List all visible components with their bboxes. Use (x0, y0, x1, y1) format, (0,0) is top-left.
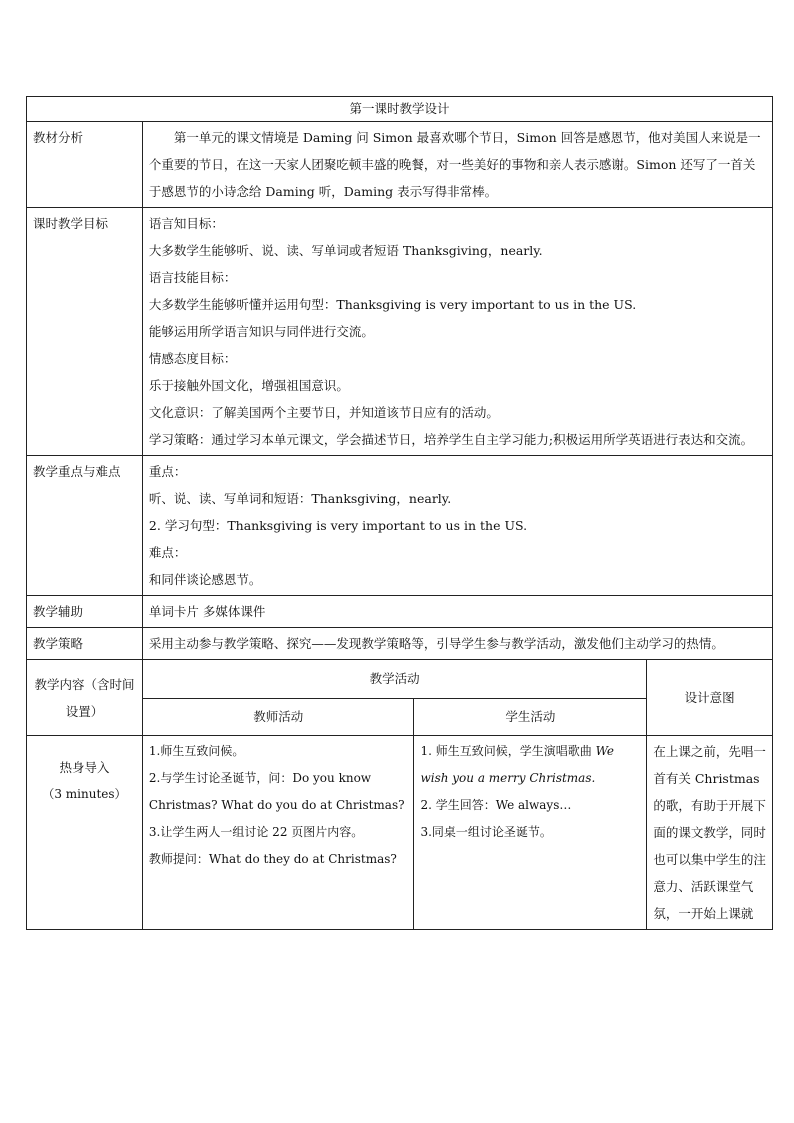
material-analysis-row (27, 122, 773, 208)
aids-text: 单词卡片 多媒体课件 (142, 596, 772, 628)
objectives-row (27, 208, 773, 456)
objective-line: 情感态度目标： (148, 351, 237, 366)
teacher-activity-line: 1.师生互致问候。 (148, 744, 245, 758)
objectives-label: 课时教学目标 (27, 208, 143, 456)
key-points-row (27, 456, 773, 596)
content-header: 教学内容（含时间设置） (27, 660, 143, 736)
activities-header: 教学活动 (142, 660, 646, 699)
student-activity-line: 3.同桌一组讨论圣诞节。 (420, 825, 552, 839)
student-activity-line: 2. 学生回答：We always… (420, 798, 572, 812)
warmup-name: 热身导入 (59, 760, 110, 775)
warmup-content-cell (27, 736, 143, 930)
teacher-header: 教师活动 (142, 699, 414, 736)
material-analysis-label: 教材分析 (27, 122, 143, 208)
objective-line: 语言技能目标： (148, 270, 237, 285)
material-analysis-cell (142, 122, 772, 208)
student-activity-line (420, 738, 640, 792)
warmup-design-cell (647, 736, 773, 930)
warmup-student-cell (414, 736, 647, 930)
key-point-line: 难点： (148, 545, 187, 560)
objective-line: 能够运用所学语言知识与同伴进行交流。 (148, 324, 374, 339)
lesson-plan-page (26, 96, 773, 930)
objective-line: 大多数学生能够听懂并运用句型：Thanksgiving is very important to us in the US. (148, 297, 637, 312)
material-analysis-text: 第一单元的课文情境是 Daming 问 Simon 最喜欢哪个节日，Simon 回答是感恩节，他对美国人来说是一个重要的节日，在这一天家人团聚吃顿丰盛的晚餐，对一些美好的事物和亲人表示感谢。Simon 还写了一首关于感恩节的小诗念给 Daming 听，Daming 表示写得非常棒。 (148, 130, 761, 199)
objectives-cell (142, 208, 772, 456)
warmup-row (27, 736, 773, 930)
teacher-activity-line: 2.与学生讨论圣诞节，问：Do you know Christmas? What do you do at Christmas? (148, 771, 405, 812)
strategy-label: 教学策略 (27, 628, 143, 660)
key-points-cell (142, 456, 772, 596)
teacher-activity-line: 教师提问：What do they do at Christmas? (148, 852, 397, 866)
key-point-line: 重点： (148, 464, 187, 479)
objective-line: 学习策略：通过学习本单元课文，学会描述节日，培养学生自主学习能力;积极运用所学英语进行表达和交流。 (148, 432, 754, 447)
teacher-activity-line: 3.让学生两人一组讨论 22 页图片内容。 (148, 825, 364, 839)
design-intent-text: 在上课之前，先唱一首有关 Christmas 的歌，有助于开展下面的课文教学，同时也可以集中学生的注意力、活跃课堂气氛，一开始上课就 (653, 744, 766, 921)
student-activity-text: 1. 师生互致问候，学生演唱歌曲 (420, 744, 596, 758)
warmup-time: （3 minutes） (42, 787, 127, 801)
strategy-text: 采用主动参与教学策略、探究——发现教学策略等，引导学生参与教学活动，激发他们主动学习的热情。 (142, 628, 772, 660)
title-row (27, 97, 773, 122)
lesson-plan-table (26, 96, 773, 930)
key-point-line: 和同伴谈论感恩节。 (148, 572, 262, 587)
student-header: 学生活动 (414, 699, 647, 736)
page-title: 第一课时教学设计 (27, 97, 773, 122)
activity-header-row (27, 660, 773, 699)
key-points-label: 教学重点与难点 (27, 456, 143, 596)
key-point-line: 听、说、读、写单词和短语：Thanksgiving，nearly. (148, 491, 452, 506)
objective-line: 乐于接触外国文化，增强祖国意识。 (148, 378, 349, 393)
key-point-line: 2. 学习句型：Thanksgiving is very important to us in the US. (148, 518, 528, 533)
objective-line: 大多数学生能够听、说、读、写单词或者短语 Thanksgiving，nearly. (148, 243, 543, 258)
song-title: We wish you a merry Christmas. (420, 744, 615, 785)
objective-line: 文化意识：了解美国两个主要节日，并知道该节日应有的活动。 (148, 405, 499, 420)
strategy-row (27, 628, 773, 660)
aids-row (27, 596, 773, 628)
warmup-teacher-cell (142, 736, 414, 930)
objective-line: 语言知目标： (148, 216, 224, 231)
design-header: 设计意图 (647, 660, 773, 736)
aids-label: 教学辅助 (27, 596, 143, 628)
